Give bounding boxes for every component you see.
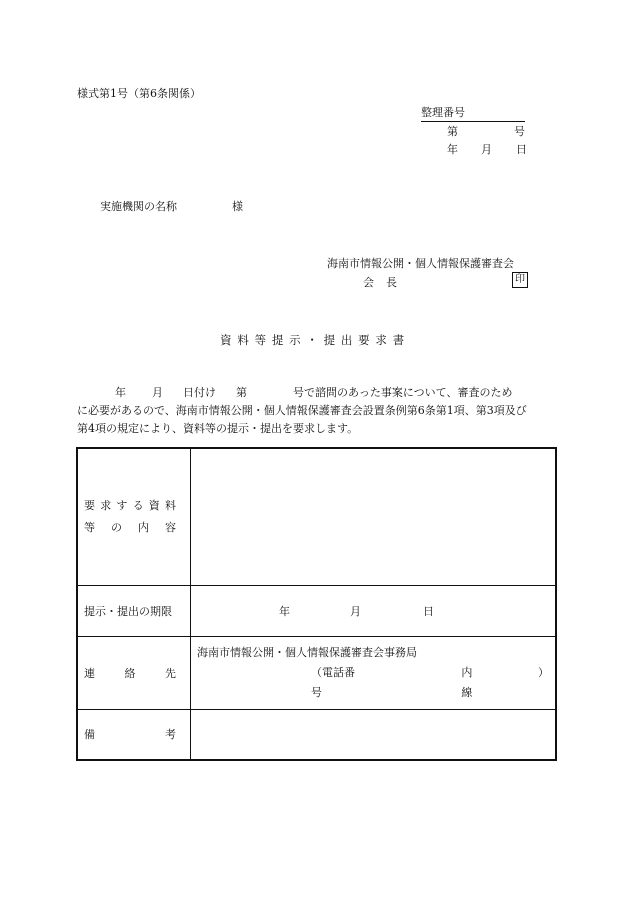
table-row-contact: [77, 636, 556, 709]
deadline-year: 年: [279, 604, 290, 618]
para-month: 月: [152, 386, 163, 399]
deadline-month: 月: [350, 604, 361, 618]
deadline-field[interactable]: [191, 585, 557, 636]
paragraph-line-3: 第4項の規定により、資料等の提示・提出を要求します。: [77, 422, 359, 435]
seal-stamp-box: 印: [512, 272, 528, 288]
para-number-prefix: 第: [236, 386, 247, 399]
document-title: 資料等提示・提出要求書: [220, 333, 410, 347]
contact-extension-label: 内線: [461, 665, 473, 699]
number-suffix: 号: [514, 125, 525, 138]
request-paragraph: [77, 384, 559, 438]
requested-materials-label: [77, 448, 191, 585]
date-year-label: 年: [447, 143, 458, 156]
requested-materials-field[interactable]: [191, 448, 557, 585]
contact-organization: 海南市情報公開・個人情報保護審査会事務局: [197, 645, 417, 659]
paragraph-line-2: に必要があるので、海南市情報公開・個人情報保護審査会設置条例第6条第1項、第3項及び: [77, 404, 527, 417]
date-day-label: 日: [516, 143, 527, 156]
number-prefix: 第: [447, 125, 458, 138]
sender-organization: 海南市情報公開・個人情報保護審査会: [327, 257, 514, 270]
deadline-label: 提示・提出の期限: [77, 585, 191, 636]
reference-number-label: 整理番号: [421, 104, 525, 122]
remarks-label: 備 考: [77, 709, 191, 760]
deadline-day: 日: [423, 604, 434, 618]
para-line1-text: 号で諮問のあった事案について、審査のため: [293, 386, 513, 399]
label-line-a: 要 求 す る 資 料: [84, 498, 176, 512]
addressee-honorific: 様: [232, 200, 243, 213]
contact-field[interactable]: [191, 636, 557, 709]
sender-title-part1: 会: [363, 276, 374, 289]
contact-phone-label: （電話番号: [311, 665, 355, 699]
table-row-remarks: [77, 709, 556, 760]
label-line-b: 等 の 内 容: [84, 520, 176, 534]
contact-label: 連 絡 先: [77, 636, 191, 709]
table-row-deadline: [77, 585, 556, 636]
remarks-field[interactable]: [191, 709, 557, 760]
paragraph-line-1: [77, 384, 559, 402]
para-date-suffix: 日付け: [183, 386, 216, 399]
contact-close-paren: ）: [538, 665, 549, 679]
para-year: 年: [115, 386, 126, 399]
request-form-table: [76, 447, 557, 761]
date-month-label: 月: [481, 143, 492, 156]
form-number-label: 様式第1号（第6条関係）: [77, 87, 201, 100]
table-row-requested-materials: [77, 448, 556, 585]
addressee-agency-label: 実施機関の名称: [100, 200, 177, 213]
sender-title-part2: 長: [386, 276, 397, 289]
